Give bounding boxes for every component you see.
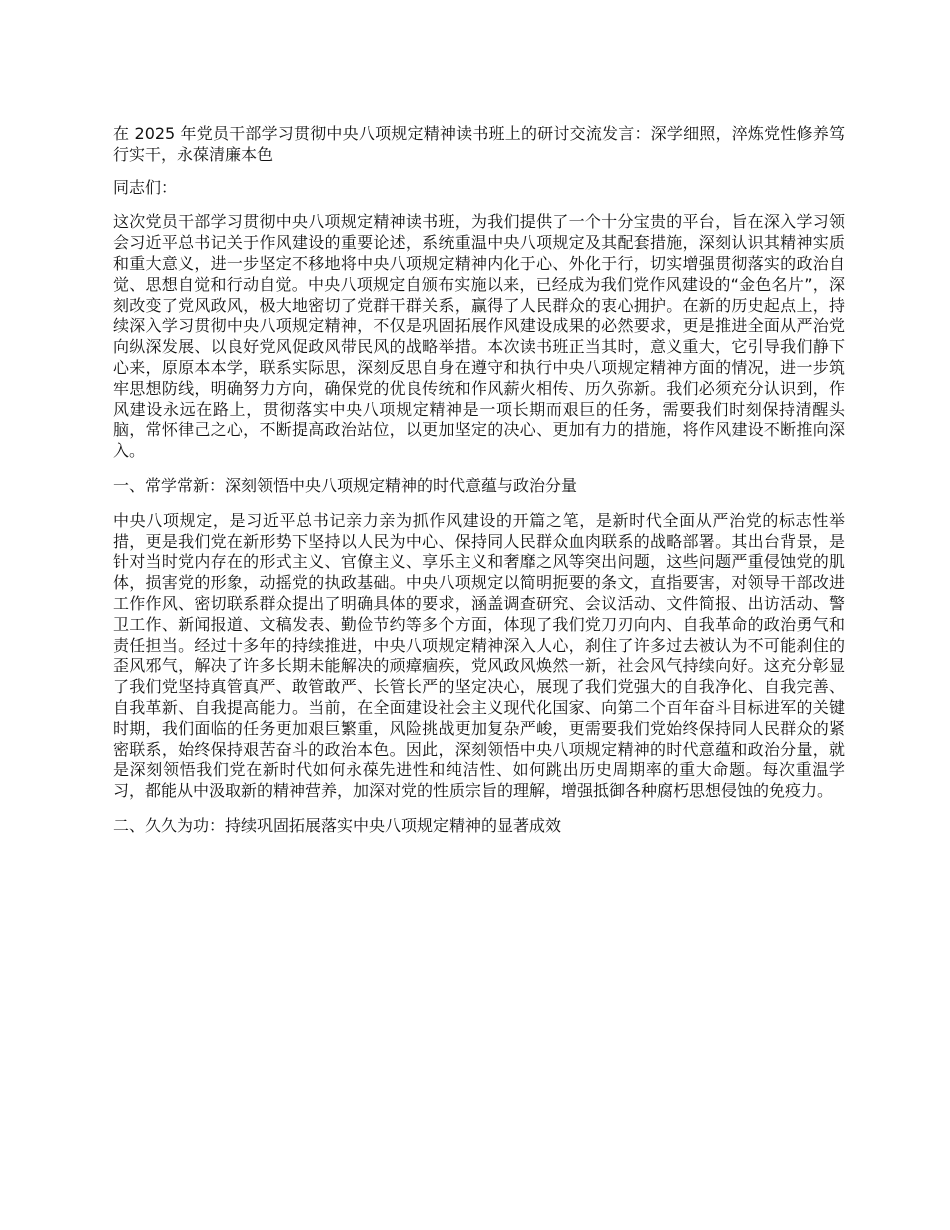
section-1-heading: 一、常学常新：深刻领悟中央八项规定精神的时代意蕴与政治分量 [113,475,578,495]
salutation: 同志们： [113,177,178,197]
section-2-heading: 二、久久为功：持续巩固拓展落实中央八项规定精神的显著成效 [113,815,562,835]
intro-paragraph: 这次党员干部学习贯彻中央八项规定精神读书班，为我们提供了一个十分宝贵的平台，旨在深入学习领会习近平总书记关于作风建设的重要论述，系统重温中央八项规定及其配套措施，深刻认识其精神实质和重大意义，进一步坚定不移地将中央八项规定精神内化于心、外化于行，切实增强贯彻落实的政治自觉、思想自觉和行动自觉。中央八项规定自颁布实施以来，已经成为我们党作风建设的“金色名片”，深刻改变了党风政风，极大地密切了党群干群关系，赢得了人民群众的衷心拥护。在新的历史起点上，持续深入学习贯彻中央八项规定精神，不仅是巩固拓展作风建设成果的必然要求，更是推进全面从严治党向纵深发展、以良好党风促政风带民风的战略举措。本次读书班正当其时，意义重大，它引导我们静下心来，原原本本学，联系实际思，深刻反思自身在遵守和执行中央八项规定精神方面的情况，进一步筑牢思想防线，明确努力方向，确保党的优良传统和作风薪火相传、历久弥新。我们必须充分认识到，作风建设永远在路上，贯彻落实中央八项规定精神是一项长期而艰巨的任务，需要我们时刻保持清醒头脑，常怀律己之心，不断提高政治站位，以更加坚定的决心、更加有力的措施，将作风建设不断推向深入。 [113,212,845,461]
document-title: 在 2025 年党员干部学习贯彻中央八项规定精神读书班上的研讨交流发言：深学细照，淬炼党性修养笃行实干，永葆清廉本色 [113,124,845,164]
document-page [113,124,845,851]
section-1-paragraph: 中央八项规定，是习近平总书记亲力亲为抓作风建设的开篇之笔，是新时代全面从严治党的标志性举措，更是我们党在新形势下坚持以人民为中心、保持同人民群众血肉联系的战略部署。其出台背景，是针对当时党内存在的形式主义、官僚主义、享乐主义和奢靡之风等突出问题，这些问题严重侵蚀党的肌体，损害党的形象，动摇党的执政基础。中央八项规定以简明扼要的条文，直指要害，对领导干部改进工作作风、密切联系群众提出了明确具体的要求，涵盖调查研究、会议活动、文件简报、出访活动、警卫工作、新闻报道、文稿发表、勤俭节约等多个方面，体现了我们党刀刃向内、自我革命的政治勇气和责任担当。经过十多年的持续推进，中央八项规定精神深入人心，刹住了许多过去被认为不可能刹住的歪风邪气，解决了许多长期未能解决的顽瘴痼疾，党风政风焕然一新，社会风气持续向好。这充分彰显了我们党坚持真管真严、敢管敢严、长管长严的坚定决心，展现了我们党强大的自我净化、自我完善、自我革新、自我提高能力。当前，在全面建设社会主义现代化国家、向第二个百年奋斗目标进军的关键时期，我们面临的任务更加艰巨繁重，风险挑战更加复杂严峻，更需要我们党始终保持同人民群众的紧密联系，始终保持艰苦奋斗的政治本色。因此，深刻领悟中央八项规定精神的时代意蕴和政治分量，就是深刻领悟我们党在新时代如何永葆先进性和纯洁性、如何跳出历史周期率的重大命题。每次重温学习，都能从中汲取新的精神营养，加深对党的性质宗旨的理解，增强抵御各种腐朽思想侵蚀的免疫力。 [113,510,845,801]
